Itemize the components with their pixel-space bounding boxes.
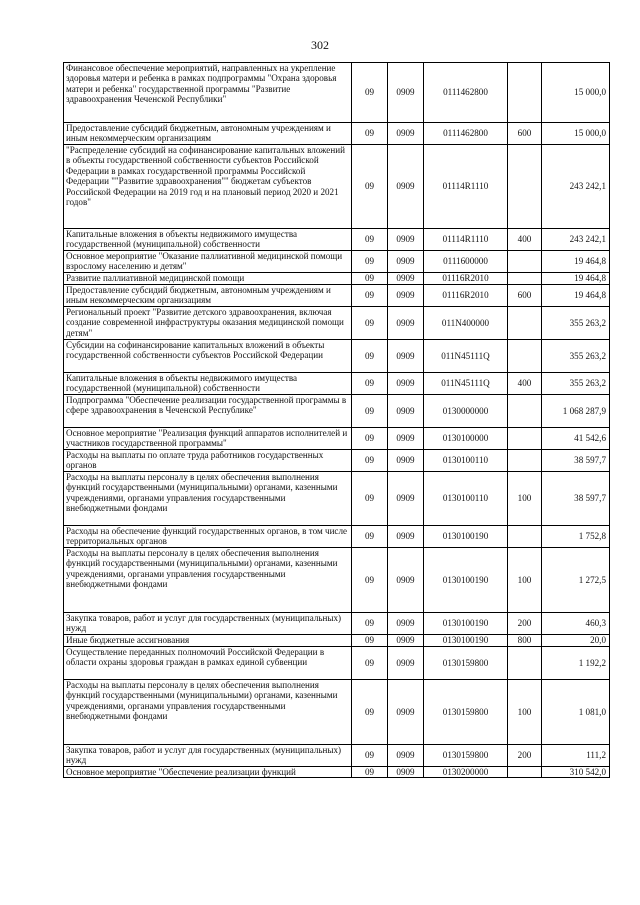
row-section: 09 <box>352 428 388 450</box>
row-expense-type: 800 <box>508 635 542 647</box>
table-row <box>64 395 610 428</box>
row-subsection: 0909 <box>388 145 424 229</box>
row-expense-type: 200 <box>508 745 542 767</box>
table-row <box>64 680 610 745</box>
row-section: 09 <box>352 229 388 251</box>
row-subsection: 0909 <box>388 395 424 428</box>
row-section: 09 <box>352 450 388 472</box>
row-expense-type <box>508 450 542 472</box>
row-target-article: 0130100190 <box>424 548 508 613</box>
row-expense-type <box>508 273 542 285</box>
row-amount: 460,3 <box>542 613 610 635</box>
table-row <box>64 273 610 285</box>
row-name: Расходы на выплаты персоналу в целях обеспечения выполнения функций государственными (муниципальными) органами, казенными учреждениями, органами управления государственными внебюджетными фондами <box>64 680 352 745</box>
row-name: "Распределение субсидий на софинансирование капитальных вложений в объекты государственной собственности субъектов Российской Федерации в рамках государственной программы Российской Федерации ""Развитие здравоохранения"" бюджетам субъектов Российской Федерации на 2019 год и на плановый период 2020 и 2021 годов" <box>64 145 352 229</box>
row-expense-type: 600 <box>508 285 542 307</box>
row-section: 09 <box>352 395 388 428</box>
row-expense-type <box>508 647 542 680</box>
table-row <box>64 472 610 526</box>
table-row <box>64 285 610 307</box>
row-amount: 1 081,0 <box>542 680 610 745</box>
row-name: Подпрограмма "Обеспечение реализации государственной программы в сфере здравоохранения в Чеченской Республике" <box>64 395 352 428</box>
row-expense-type <box>508 251 542 273</box>
row-amount: 1 192,2 <box>542 647 610 680</box>
row-subsection: 0909 <box>388 767 424 778</box>
row-target-article: 0130159800 <box>424 745 508 767</box>
row-section: 09 <box>352 647 388 680</box>
row-amount: 310 542,0 <box>542 767 610 778</box>
table-row <box>64 428 610 450</box>
row-target-article: 011N45111Q <box>424 373 508 395</box>
row-target-article: 0130100190 <box>424 526 508 548</box>
row-name: Иные бюджетные ассигнования <box>64 635 352 647</box>
row-amount: 1 068 287,9 <box>542 395 610 428</box>
row-section: 09 <box>352 340 388 373</box>
table-row <box>64 647 610 680</box>
row-expense-type: 200 <box>508 613 542 635</box>
row-amount: 355 263,2 <box>542 373 610 395</box>
table-row <box>64 548 610 613</box>
row-section: 09 <box>352 251 388 273</box>
row-expense-type: 400 <box>508 229 542 251</box>
row-expense-type <box>508 767 542 778</box>
row-section: 09 <box>352 472 388 526</box>
row-subsection: 0909 <box>388 472 424 526</box>
row-section: 09 <box>352 373 388 395</box>
row-name: Осуществление переданных полномочий Российской Федерации в области охраны здоровья граждан в рамках единой субвенции <box>64 647 352 680</box>
row-name: Расходы на обеспечение функций государственных органов, в том числе территориальных органов <box>64 526 352 548</box>
row-section: 09 <box>352 526 388 548</box>
row-subsection: 0909 <box>388 428 424 450</box>
row-target-article: 0130159800 <box>424 647 508 680</box>
row-amount: 1 752,8 <box>542 526 610 548</box>
row-subsection: 0909 <box>388 647 424 680</box>
row-name: Предоставление субсидий бюджетным, автономным учреждениям и иным некоммерческим организациям <box>64 123 352 145</box>
row-expense-type <box>508 307 542 340</box>
row-section: 09 <box>352 285 388 307</box>
row-target-article: 01114R1110 <box>424 229 508 251</box>
row-name: Капитальные вложения в объекты недвижимого имущества государственной (муниципальной) собственности <box>64 373 352 395</box>
row-name: Предоставление субсидий бюджетным, автономным учреждениям и иным некоммерческим организациям <box>64 285 352 307</box>
row-name: Расходы на выплаты персоналу в целях обеспечения выполнения функций государственными (муниципальными) органами, казенными учреждениями, органами управления государственными внебюджетными фондами <box>64 548 352 613</box>
table-row <box>64 613 610 635</box>
row-section: 09 <box>352 145 388 229</box>
row-amount: 355 263,2 <box>542 307 610 340</box>
row-amount: 355 263,2 <box>542 340 610 373</box>
table-row <box>64 450 610 472</box>
table-row <box>64 123 610 145</box>
row-subsection: 0909 <box>388 123 424 145</box>
page-number: 302 <box>311 38 329 52</box>
table-row <box>64 373 610 395</box>
row-target-article: 01116R2010 <box>424 285 508 307</box>
row-expense-type <box>508 145 542 229</box>
row-section: 09 <box>352 613 388 635</box>
table-row <box>64 63 610 123</box>
table-row <box>64 307 610 340</box>
row-subsection: 0909 <box>388 251 424 273</box>
row-expense-type <box>508 395 542 428</box>
row-target-article: 01116R2010 <box>424 273 508 285</box>
row-amount: 243 242,1 <box>542 229 610 251</box>
row-subsection: 0909 <box>388 307 424 340</box>
row-target-article: 0130200000 <box>424 767 508 778</box>
row-target-article: 0130100190 <box>424 635 508 647</box>
row-subsection: 0909 <box>388 635 424 647</box>
row-amount: 38 597,7 <box>542 450 610 472</box>
row-expense-type: 400 <box>508 373 542 395</box>
row-subsection: 0909 <box>388 273 424 285</box>
row-amount: 41 542,6 <box>542 428 610 450</box>
row-subsection: 0909 <box>388 745 424 767</box>
row-expense-type: 100 <box>508 680 542 745</box>
table-row <box>64 767 610 778</box>
row-section: 09 <box>352 273 388 285</box>
table-row <box>64 145 610 229</box>
table-row <box>64 251 610 273</box>
row-target-article: 01114R1110 <box>424 145 508 229</box>
table-row <box>64 635 610 647</box>
row-target-article: 011N400000 <box>424 307 508 340</box>
row-amount: 111,2 <box>542 745 610 767</box>
row-name: Закупка товаров, работ и услуг для государственных (муниципальных) нужд <box>64 613 352 635</box>
row-name: Закупка товаров, работ и услуг для государственных (муниципальных) нужд <box>64 745 352 767</box>
row-subsection: 0909 <box>388 680 424 745</box>
row-subsection: 0909 <box>388 373 424 395</box>
row-subsection: 0909 <box>388 63 424 123</box>
row-expense-type <box>508 340 542 373</box>
row-amount: 19 464,8 <box>542 285 610 307</box>
row-amount: 15 000,0 <box>542 63 610 123</box>
row-subsection: 0909 <box>388 285 424 307</box>
row-name: Финансовое обеспечение мероприятий, направленных на укрепление здоровья матери и ребенка в рамках подпрограммы "Охрана здоровья матери и ребенка" государственной программы "Развитие здравоохранения Чеченской Республики" <box>64 63 352 123</box>
row-subsection: 0909 <box>388 613 424 635</box>
row-name: Капитальные вложения в объекты недвижимого имущества государственной (муниципальной) собственности <box>64 229 352 251</box>
table-row <box>64 745 610 767</box>
row-target-article: 0130100110 <box>424 472 508 526</box>
table-row <box>64 229 610 251</box>
budget-table-body <box>64 63 610 778</box>
row-section: 09 <box>352 123 388 145</box>
row-subsection: 0909 <box>388 526 424 548</box>
row-name: Субсидии на софинансирование капитальных вложений в объекты государственной собственности субъектов Российской Федерации <box>64 340 352 373</box>
row-amount: 20,0 <box>542 635 610 647</box>
row-target-article: 0130000000 <box>424 395 508 428</box>
row-expense-type <box>508 63 542 123</box>
row-section: 09 <box>352 745 388 767</box>
table-row <box>64 526 610 548</box>
row-target-article: 0130100000 <box>424 428 508 450</box>
row-name: Основное мероприятие "Реализация функций аппаратов исполнителей и участников государственной программы" <box>64 428 352 450</box>
row-section: 09 <box>352 767 388 778</box>
row-amount: 19 464,8 <box>542 273 610 285</box>
row-target-article: 0111462800 <box>424 63 508 123</box>
row-name: Основное мероприятие "Обеспечение реализации функций <box>64 767 352 778</box>
row-subsection: 0909 <box>388 450 424 472</box>
row-expense-type: 100 <box>508 548 542 613</box>
row-amount: 38 597,7 <box>542 472 610 526</box>
row-target-article: 0130100190 <box>424 613 508 635</box>
row-subsection: 0909 <box>388 229 424 251</box>
row-section: 09 <box>352 680 388 745</box>
row-amount: 15 000,0 <box>542 123 610 145</box>
row-target-article: 011N45111Q <box>424 340 508 373</box>
row-amount: 1 272,5 <box>542 548 610 613</box>
row-subsection: 0909 <box>388 340 424 373</box>
row-amount: 243 242,1 <box>542 145 610 229</box>
row-name: Расходы на выплаты персоналу в целях обеспечения выполнения функций государственными (муниципальными) органами, казенными учреждениями, органами управления государственными внебюджетными фондами <box>64 472 352 526</box>
row-target-article: 0111462800 <box>424 123 508 145</box>
row-name: Развитие паллиативной медицинской помощи <box>64 273 352 285</box>
row-subsection: 0909 <box>388 548 424 613</box>
row-amount: 19 464,8 <box>542 251 610 273</box>
row-target-article: 0111600000 <box>424 251 508 273</box>
budget-table <box>63 62 610 778</box>
row-section: 09 <box>352 548 388 613</box>
row-target-article: 0130100110 <box>424 450 508 472</box>
row-name: Региональный проект "Развитие детского здравоохранения, включая создание современной инфраструктуры оказания медицинской помощи детям" <box>64 307 352 340</box>
table-row <box>64 340 610 373</box>
row-section: 09 <box>352 63 388 123</box>
row-expense-type <box>508 526 542 548</box>
row-expense-type <box>508 428 542 450</box>
row-target-article: 0130159800 <box>424 680 508 745</box>
row-expense-type: 600 <box>508 123 542 145</box>
row-section: 09 <box>352 307 388 340</box>
row-name: Основное мероприятие "Оказание паллиативной медицинской помощи взрослому населению и детям" <box>64 251 352 273</box>
row-section: 09 <box>352 635 388 647</box>
row-expense-type: 100 <box>508 472 542 526</box>
row-name: Расходы на выплаты по оплате труда работников государственных органов <box>64 450 352 472</box>
